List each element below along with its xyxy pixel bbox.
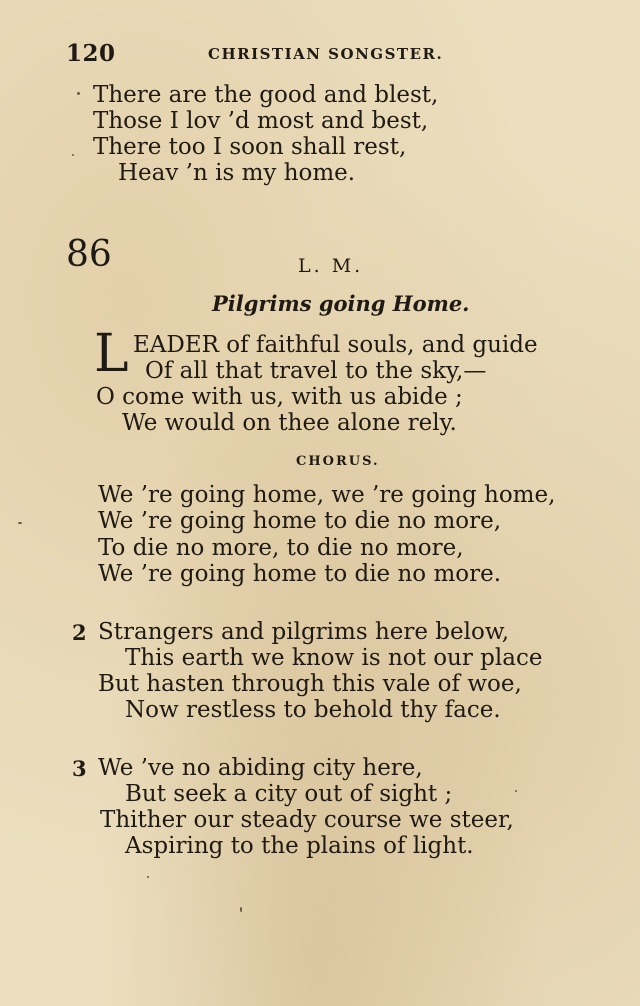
ink-speck	[240, 907, 242, 912]
hymn-meter: L. M.	[298, 255, 364, 277]
chorus-line-3: To die no more, to die no more,	[98, 535, 464, 561]
continued-line-2: Those I lov ’d most and best,	[93, 108, 429, 134]
verse3-line-2: But seek a city out of sight ;	[125, 781, 453, 807]
verse1-line-3: O come with us, with us abide ;	[96, 384, 463, 410]
chorus-label: CHORUS.	[296, 454, 380, 469]
continued-line-1: There are the good and blest,	[93, 82, 439, 108]
verse1-line-1: EADER of faithful souls, and guide	[133, 332, 538, 358]
running-title: CHRISTIAN SONGSTER.	[208, 45, 444, 63]
verse2-line-4: Now restless to behold thy face.	[125, 697, 501, 723]
verse2-line-2: This earth we know is not our place	[125, 645, 543, 671]
ink-speck	[72, 154, 74, 156]
ink-speck	[77, 92, 80, 95]
chorus-line-1: We ’re going home, we ’re going home,	[98, 482, 556, 508]
page-number: 120	[66, 40, 116, 67]
verse1-line-2: Of all that travel to the sky,—	[145, 358, 487, 384]
drop-cap: L	[94, 324, 129, 384]
verse2-number: 2	[72, 620, 87, 645]
verse1-line-4: We would on thee alone rely.	[122, 410, 457, 436]
verse3-number: 3	[72, 756, 87, 781]
chorus-line-4: We ’re going home to die no more.	[98, 561, 502, 587]
verse3-line-4: Aspiring to the plains of light.	[125, 833, 474, 859]
verse3-line-3: Thither our steady course we steer,	[100, 807, 514, 833]
verse2-line-3: But hasten through this vale of woe,	[98, 671, 522, 697]
continued-line-3: There too I soon shall rest,	[93, 134, 407, 160]
verse3-line-1: We ’ve no abiding city here,	[98, 755, 423, 781]
hymn-title: Pilgrims going Home.	[212, 291, 470, 316]
ink-speck	[18, 522, 22, 524]
ink-speck	[147, 876, 149, 878]
verse2-line-1: Strangers and pilgrims here below,	[98, 619, 510, 645]
hymn-number: 86	[66, 234, 112, 275]
chorus-line-2: We ’re going home to die no more,	[98, 508, 502, 534]
ink-speck	[515, 790, 517, 792]
continued-line-4: Heav ’n is my home.	[118, 160, 356, 186]
